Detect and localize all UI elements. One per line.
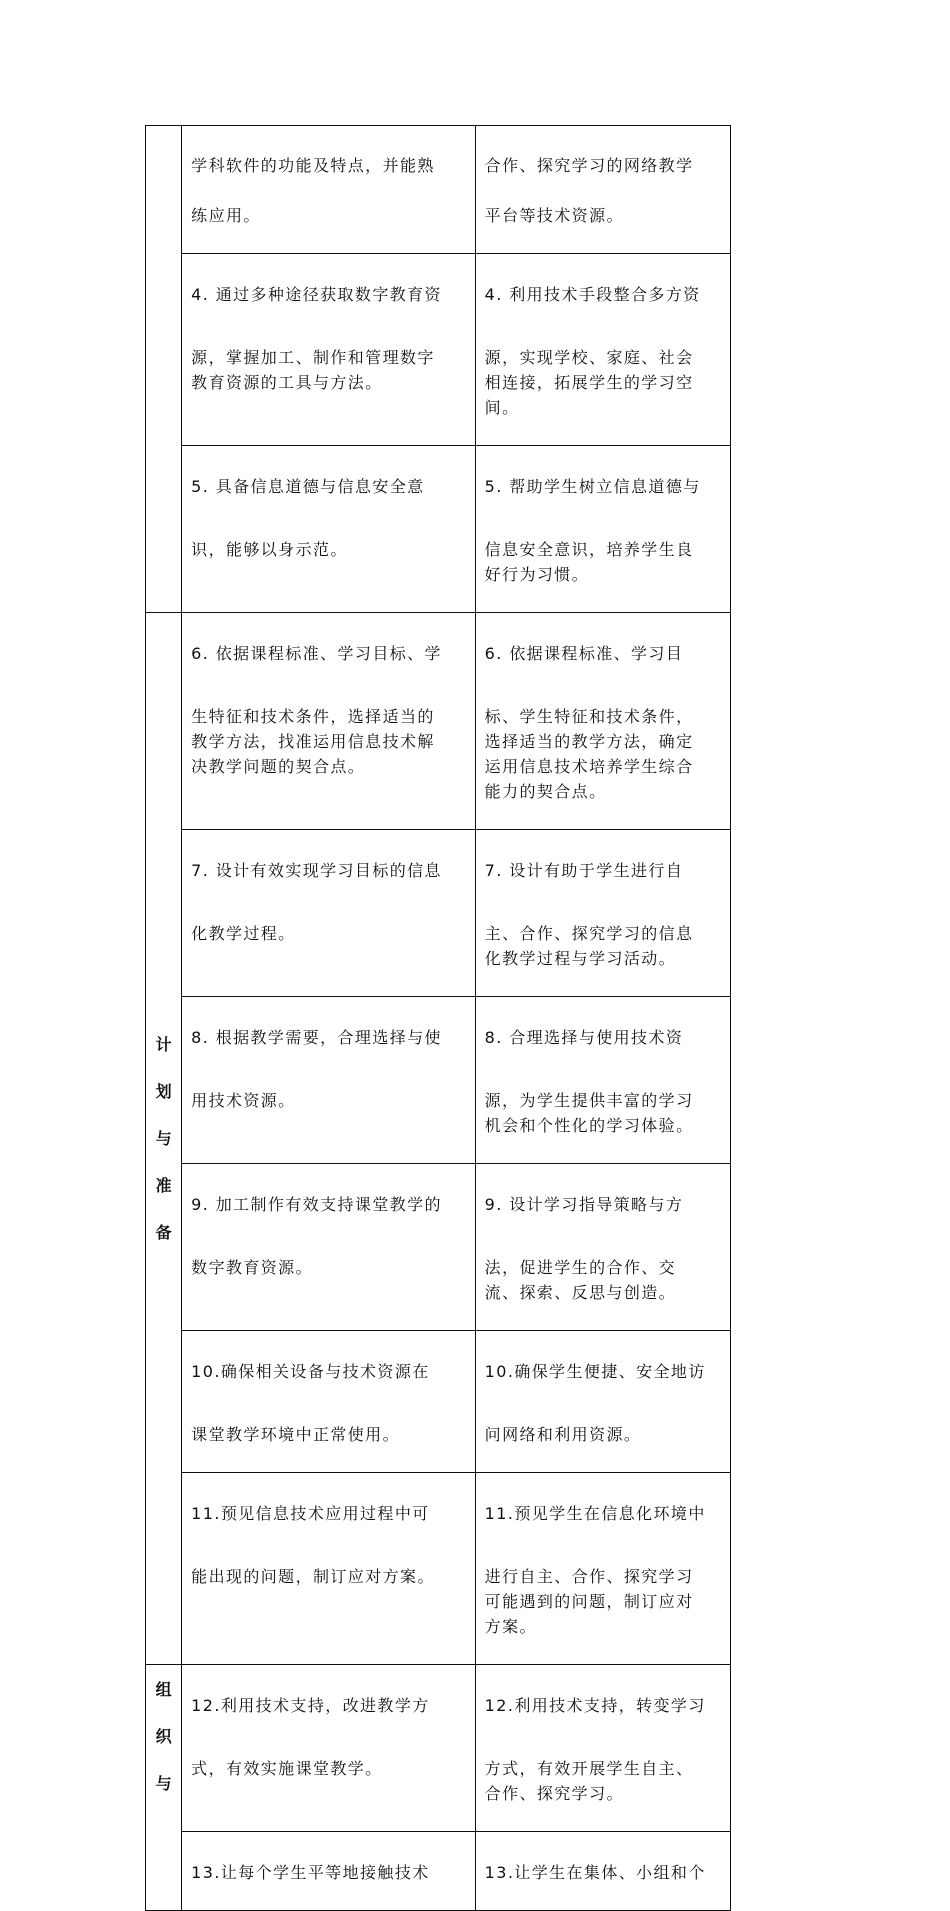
table-row [146,830,731,997]
table-row [146,1665,731,1832]
row-text-rest: 源，为学生提供丰富的学习 机会和个性化的学习体验。 [484,1091,694,1135]
category-char: 织 [155,1727,172,1746]
row-text-rest: 法，促进学生的合作、交 流、探索、反思与创造。 [484,1258,677,1302]
row-text-first: 10.确保学生便捷、安全地访 [484,1362,706,1381]
row-text-rest: 主、合作、探究学习的信息 化教学过程与学习活动。 [484,924,694,968]
row-text-rest: 源，实现学校、家庭、社会 相连接，拓展学生的学习空 间。 [484,348,694,417]
category-char: 计 [155,1035,172,1054]
category-organize-and-implement [146,1665,182,1911]
row-text-rest: 识，能够以身示范。 [191,540,348,559]
row-text-first: 6. 依据课程标准、学习目标、学 [191,644,442,663]
row-text-rest: 练应用。 [191,206,261,225]
table-row [146,997,731,1164]
row-text-first: 11.预见学生在信息化环境中 [484,1504,706,1523]
teacher-requirement-cell [182,1473,476,1665]
category-char: 备 [155,1223,172,1242]
student-requirement-cell [475,997,730,1164]
teacher-requirement-cell [182,1164,476,1331]
category-char: 划 [155,1082,172,1101]
category-char: 与 [155,1129,172,1148]
row-text-rest: 化教学过程。 [191,924,296,943]
student-requirement-cell [475,1473,730,1665]
teacher-requirement-cell [182,830,476,997]
row-text-first: 12.利用技术支持，转变学习 [484,1696,706,1715]
row-text-first: 8. 合理选择与使用技术资 [484,1028,684,1047]
student-requirement-cell [475,613,730,830]
row-text-rest: 方式，有效开展学生自主、 合作、探究学习。 [484,1759,694,1803]
row-text-first: 5. 帮助学生树立信息道德与 [484,477,701,496]
student-requirement-cell [475,446,730,613]
category-plan-and-prepare [146,613,182,1665]
student-requirement-cell [475,126,730,254]
row-text-first: 11.预见信息技术应用过程中可 [191,1504,430,1523]
row-text-rest: 生特征和技术条件，选择适当的 教学方法，找准运用信息技术解 决教学问题的契合点。 [191,707,435,776]
teacher-requirement-cell [182,1832,476,1911]
category-cell-empty [146,126,182,613]
row-text-first: 7. 设计有效实现学习目标的信息 [191,861,442,880]
teacher-requirement-cell [182,1665,476,1832]
teacher-requirement-cell [182,254,476,446]
student-requirement-cell [475,1832,730,1911]
table-row [146,1164,731,1331]
row-text-rest: 用技术资源。 [191,1091,296,1110]
row-text-rest: 平台等技术资源。 [484,206,624,225]
teacher-requirement-cell [182,1331,476,1473]
row-text-rest: 课堂教学环境中正常使用。 [191,1425,400,1444]
student-requirement-cell [475,254,730,446]
teacher-requirement-cell [182,613,476,830]
row-text-first: 10.确保相关设备与技术资源在 [191,1362,430,1381]
row-text-first: 合作、探究学习的网络教学 [484,156,694,175]
standards-table [145,125,731,1911]
category-char: 组 [155,1680,172,1699]
row-text-first: 9. 加工制作有效支持课堂教学的 [191,1195,442,1214]
student-requirement-cell [475,1164,730,1331]
row-text-first: 4. 利用技术手段整合多方资 [484,285,701,304]
table-row [146,1473,731,1665]
row-text-rest: 问网络和利用资源。 [484,1425,642,1444]
table-row [146,126,731,254]
teacher-requirement-cell [182,126,476,254]
category-char: 准 [155,1176,172,1195]
student-requirement-cell [475,830,730,997]
row-text-first: 4. 通过多种途径获取数字教育资 [191,285,442,304]
row-text-first: 9. 设计学习指导策略与方 [484,1195,684,1214]
table-row [146,446,731,613]
table-row [146,254,731,446]
table-row [146,1331,731,1473]
row-text-first: 7. 设计有助于学生进行自 [484,861,684,880]
row-text-rest: 式，有效实施课堂教学。 [191,1759,383,1778]
table-row [146,613,731,830]
table-row [146,1832,731,1911]
row-text-first: 13.让学生在集体、小组和个 [484,1863,706,1882]
row-text-rest: 能出现的问题，制订应对方案。 [191,1567,435,1586]
student-requirement-cell [475,1331,730,1473]
row-text-rest: 标、学生特征和技术条件， 选择适当的教学方法，确定 运用信息技术培养学生综合 能力的契合点。 [484,707,694,801]
category-char: 与 [155,1774,172,1793]
row-text-rest: 进行自主、合作、探究学习 可能遇到的问题，制订应对 方案。 [484,1567,694,1636]
row-text-first: 13.让每个学生平等地接触技术 [191,1863,430,1882]
row-text-first: 6. 依据课程标准、学习目 [484,644,684,663]
teacher-requirement-cell [182,446,476,613]
student-requirement-cell [475,1665,730,1832]
row-text-first: 5. 具备信息道德与信息安全意 [191,477,425,496]
row-text-rest: 源，掌握加工、制作和管理数字 教育资源的工具与方法。 [191,348,435,392]
row-text-first: 学科软件的功能及特点，并能熟 [191,156,435,175]
row-text-first: 8. 根据教学需要，合理选择与使 [191,1028,442,1047]
row-text-rest: 数字教育资源。 [191,1258,313,1277]
row-text-first: 12.利用技术支持，改进教学方 [191,1696,430,1715]
teacher-requirement-cell [182,997,476,1164]
row-text-rest: 信息安全意识，培养学生良 好行为习惯。 [484,540,694,584]
